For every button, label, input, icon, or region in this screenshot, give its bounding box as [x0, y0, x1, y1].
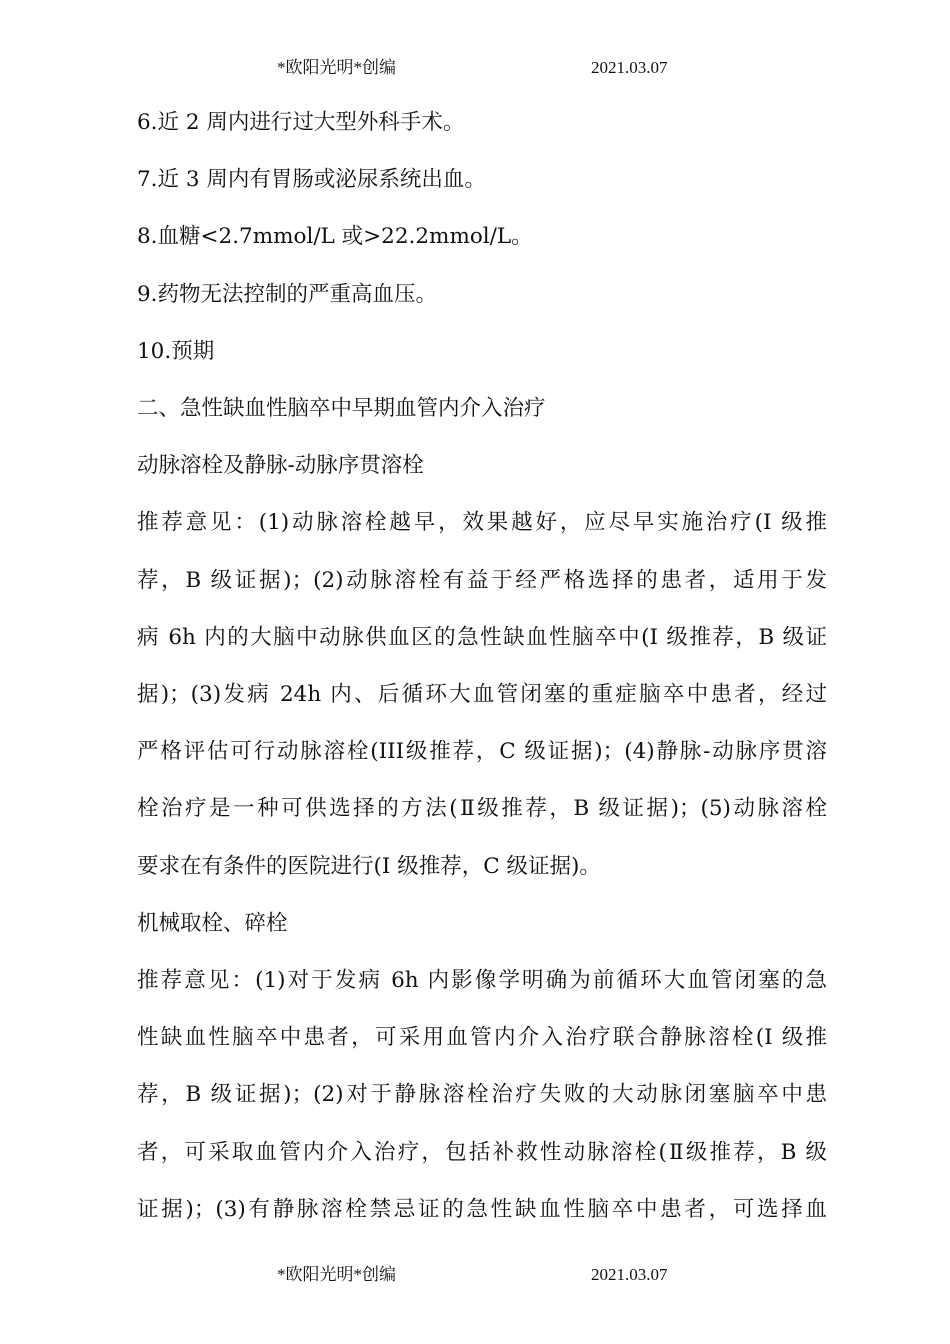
list-item-10: 10.预期 — [137, 338, 215, 364]
header-author: *欧阳光明*创编 — [277, 58, 396, 77]
paragraph-line: 病 6h 内的大脑中动脉供血区的急性缺血性脑卒中(I 级推荐，B 级证 — [137, 624, 827, 650]
list-item-7: 7.近 3 周内有胃肠或泌尿系统出血。 — [137, 167, 486, 193]
footer-date: 2021.03.07 — [591, 1265, 668, 1284]
page-header — [0, 56, 950, 80]
document-body — [137, 94, 827, 1238]
header-date: 2021.03.07 — [591, 58, 668, 77]
paragraph-line: 要求在有条件的医院进行(I 级推荐，C 级证据)。 — [137, 853, 601, 879]
footer-author: *欧阳光明*创编 — [277, 1265, 396, 1284]
paragraph-line: 严格评估可行动脉溶栓(III级推荐，C 级证据)；(4)静脉-动脉序贯溶 — [137, 739, 827, 765]
paragraph-line: 者，可采取血管内介入治疗，包括补救性动脉溶栓(Ⅱ级推荐，B 级 — [137, 1139, 827, 1165]
paragraph-line: 荐，B 级证据)；(2)对于静脉溶栓治疗失败的大动脉闭塞脑卒中患 — [137, 1082, 827, 1108]
paragraph-line: 性缺血性脑卒中患者，可采用血管内介入治疗联合静脉溶栓(I 级推 — [137, 1025, 827, 1051]
paragraph-line: 证据)；(3)有静脉溶栓禁忌证的急性缺血性脑卒中患者，可选择血 — [137, 1196, 827, 1222]
paragraph-line: 推荐意见：(1)对于发病 6h 内影像学明确为前循环大血管闭塞的急 — [137, 968, 827, 994]
list-item-6: 6.近 2 周内进行过大型外科手术。 — [137, 110, 465, 135]
paragraph-line: 据)；(3)发病 24h 内、后循环大血管闭塞的重症脑卒中患者，经过 — [137, 682, 827, 708]
subsection-heading-thrombolysis: 动脉溶栓及静脉-动脉序贯溶栓 — [137, 453, 424, 479]
page-footer — [0, 1263, 950, 1287]
subsection-heading-thrombectomy: 机械取栓、碎栓 — [137, 910, 288, 936]
list-item-9: 9.药物无法控制的严重高血压。 — [137, 281, 438, 307]
paragraph-line: 栓治疗是一种可供选择的方法(Ⅱ级推荐，B 级证据)；(5)动脉溶栓 — [137, 796, 827, 822]
section-heading: 二、急性缺血性脑卒中早期血管内介入治疗 — [137, 396, 546, 422]
paragraph-line: 推荐意见：(1)动脉溶栓越早，效果越好，应尽早实施治疗(I 级推 — [137, 510, 827, 536]
list-item-8: 8.血糖<2.7mmol/L 或>22.2mmol/L。 — [137, 224, 533, 250]
paragraph-line: 荐，B 级证据)；(2)动脉溶栓有益于经严格选择的患者，适用于发 — [137, 567, 827, 593]
